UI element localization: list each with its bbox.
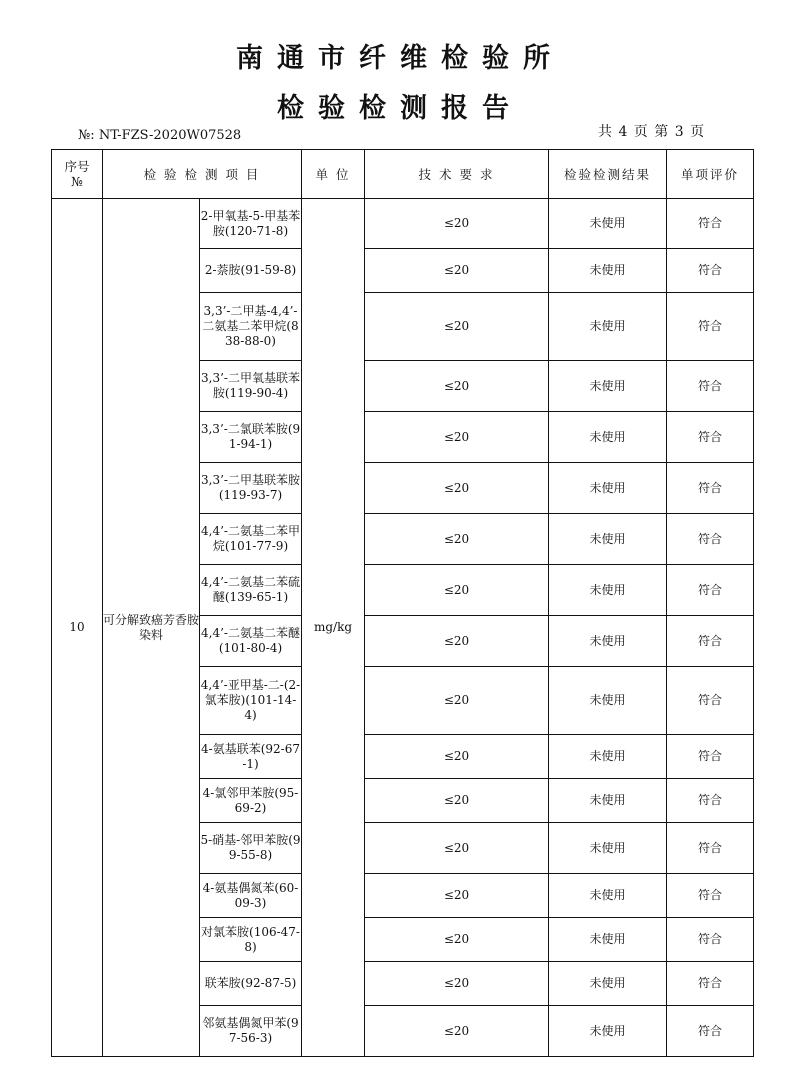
item-result: 未使用 — [549, 667, 667, 735]
item-name: 联苯胺(92-87-5) — [200, 962, 302, 1006]
item-name: 4-氯邻甲苯胺(95-69-2) — [200, 779, 302, 823]
item-name: 3,3’-二甲基联苯胺(119-93-7) — [200, 463, 302, 514]
group-seq: 10 — [52, 199, 103, 1057]
item-result: 未使用 — [549, 293, 667, 361]
item-result: 未使用 — [549, 361, 667, 412]
item-evaluation: 符合 — [667, 1006, 754, 1057]
group-category: 可分解致癌芳香胺染料 — [103, 199, 200, 1057]
document-number: №: NT-FZS-2020W07528 — [78, 128, 242, 143]
page-info: 共 4 页 第 3 页 — [598, 124, 706, 140]
item-name: 4-氨基联苯(92-67-1) — [200, 735, 302, 779]
item-name: 对氯苯胺(106-47-8) — [200, 918, 302, 962]
item-evaluation: 符合 — [667, 514, 754, 565]
item-evaluation: 符合 — [667, 667, 754, 735]
inspection-table — [51, 149, 754, 1057]
item-result: 未使用 — [549, 412, 667, 463]
header-result: 检验检测结果 — [549, 150, 667, 199]
item-requirement: ≤20 — [365, 1006, 549, 1057]
item-name: 4,4’-二氨基二苯甲烷(101-77-9) — [200, 514, 302, 565]
item-name: 4,4’-二氨基二苯醚(101-80-4) — [200, 616, 302, 667]
table-row — [52, 199, 754, 249]
item-requirement: ≤20 — [365, 249, 549, 293]
item-result: 未使用 — [549, 823, 667, 874]
header-item: 检 验 检 测 项 目 — [103, 150, 302, 199]
item-evaluation: 符合 — [667, 735, 754, 779]
item-result: 未使用 — [549, 199, 667, 249]
item-result: 未使用 — [549, 779, 667, 823]
item-result: 未使用 — [549, 463, 667, 514]
item-result: 未使用 — [549, 616, 667, 667]
item-evaluation: 符合 — [667, 616, 754, 667]
item-evaluation: 符合 — [667, 918, 754, 962]
item-result: 未使用 — [549, 962, 667, 1006]
item-result: 未使用 — [549, 874, 667, 918]
item-evaluation: 符合 — [667, 199, 754, 249]
org-title: 南通市纤维检验所 — [236, 43, 564, 74]
item-result: 未使用 — [549, 514, 667, 565]
item-evaluation: 符合 — [667, 293, 754, 361]
item-name: 3,3’-二甲基-4,4’-二氨基二苯甲烷(838-88-0) — [200, 293, 302, 361]
item-requirement: ≤20 — [365, 779, 549, 823]
item-result: 未使用 — [549, 918, 667, 962]
item-evaluation: 符合 — [667, 565, 754, 616]
item-name: 3,3’-二氯联苯胺(91-94-1) — [200, 412, 302, 463]
item-evaluation: 符合 — [667, 823, 754, 874]
item-requirement: ≤20 — [365, 735, 549, 779]
item-result: 未使用 — [549, 565, 667, 616]
header-unit: 单 位 — [302, 150, 365, 199]
header-seq: 序号 № — [52, 150, 103, 199]
group-unit: mg/kg — [302, 199, 365, 1057]
item-name: 4,4’-亚甲基-二-(2-氯苯胺)(101-14-4) — [200, 667, 302, 735]
item-requirement: ≤20 — [365, 412, 549, 463]
item-name: 5-硝基-邻甲苯胺(99-55-8) — [200, 823, 302, 874]
item-name: 3,3’-二甲氧基联苯胺(119-90-4) — [200, 361, 302, 412]
item-requirement: ≤20 — [365, 823, 549, 874]
item-result: 未使用 — [549, 249, 667, 293]
header-evaluation: 单项评价 — [667, 150, 754, 199]
item-name: 2-甲氧基-5-甲基苯胺(120-71-8) — [200, 199, 302, 249]
item-name: 4-氨基偶氮苯(60-09-3) — [200, 874, 302, 918]
item-evaluation: 符合 — [667, 962, 754, 1006]
item-requirement: ≤20 — [365, 463, 549, 514]
item-name: 2-萘胺(91-59-8) — [200, 249, 302, 293]
item-requirement: ≤20 — [365, 962, 549, 1006]
item-requirement: ≤20 — [365, 874, 549, 918]
item-requirement: ≤20 — [365, 667, 549, 735]
item-name: 4,4’-二氨基二苯硫醚(139-65-1) — [200, 565, 302, 616]
item-requirement: ≤20 — [365, 565, 549, 616]
header-requirement: 技 术 要 求 — [365, 150, 549, 199]
item-requirement: ≤20 — [365, 514, 549, 565]
header-row — [52, 150, 754, 199]
item-evaluation: 符合 — [667, 412, 754, 463]
item-requirement: ≤20 — [365, 361, 549, 412]
item-evaluation: 符合 — [667, 874, 754, 918]
item-evaluation: 符合 — [667, 249, 754, 293]
item-result: 未使用 — [549, 1006, 667, 1057]
item-evaluation: 符合 — [667, 361, 754, 412]
item-evaluation: 符合 — [667, 779, 754, 823]
item-requirement: ≤20 — [365, 199, 549, 249]
item-result: 未使用 — [549, 735, 667, 779]
item-requirement: ≤20 — [365, 616, 549, 667]
item-requirement: ≤20 — [365, 918, 549, 962]
item-requirement: ≤20 — [365, 293, 549, 361]
item-evaluation: 符合 — [667, 463, 754, 514]
report-title: 检验检测报告 — [277, 93, 523, 124]
item-name: 邻氨基偶氮甲苯(97-56-3) — [200, 1006, 302, 1057]
